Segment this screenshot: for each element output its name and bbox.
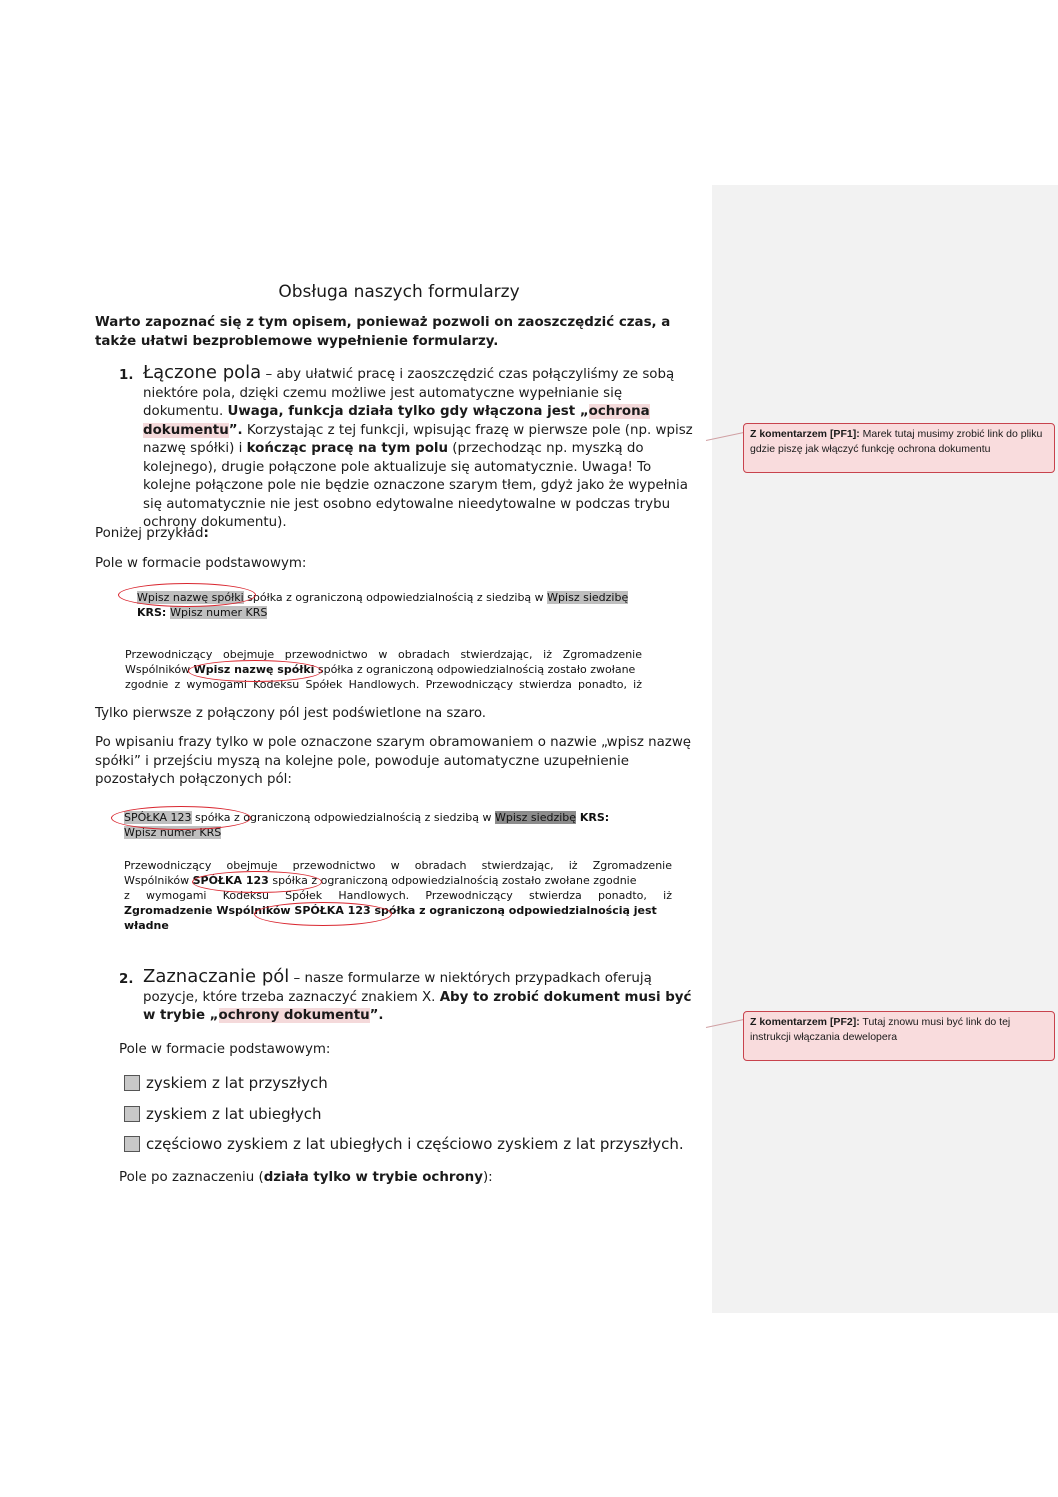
basic-format-label: Pole w formacie podstawowym: <box>95 556 307 571</box>
krs-field[interactable]: Wpisz numer KRS <box>124 826 222 839</box>
linked-company-name: SPÓŁKA 123 <box>294 904 371 917</box>
section2-number: 2. <box>119 972 134 987</box>
linked-company-name: SPÓŁKA 123 <box>192 874 269 887</box>
checkbox[interactable] <box>124 1075 140 1091</box>
checkbox-row: częściowo zyskiem z lat ubiegłych i częściowo zyskiem z lat przyszłych. <box>124 1134 684 1154</box>
checkbox-row: zyskiem z lat ubiegłych <box>124 1104 322 1124</box>
checkbox[interactable] <box>124 1136 140 1152</box>
after-check-label: Pole po zaznaczeniu (działa tylko w trybie ochrony): <box>119 1170 493 1185</box>
section1-body: Łączone pola – aby ułatwić pracę i zaoszczędzić czas połączyliśmy ze sobą niektóre pola, dzięki czemu możliwe jest automatyczne wypełnianie się dokumentu. Uwaga, funkcja działa tylko gdy włączona jest „ochrona dokumentu”. Korzystając z tej funkcji, wpisując frazę w pierwsze pole (np. wpisz nazwę spółki) i kończąc pracę na tym polu (przechodząc np. myszką do kolejnego), drugie połączone pole aktualizuje się automatycznie. Uwaga! To kolejne połączone pole nie będzie oznaczone szarym tłem, gdyż jako że wypełnia się automatycznie nie jest osobno edytowalne nieedytowalne w podczas trybu ochrony dokumentu). <box>143 362 693 530</box>
after-entry-paragraph: Po wpisaniu frazy tylko w pole oznaczone szarym obramowaniem o nazwie „wpisz nazwę spółki” i przejściu myszą na kolejne pole, powoduje automatyczne uzupełnienie pozostałych połączonych pól: <box>95 735 692 787</box>
example-snippet-1: Wpisz nazwę spółki spółka z ograniczoną odpowiedzialnością z siedzibą w Wpisz siedzibę KRS: Wpisz numer KRS <box>137 591 629 619</box>
krs-field[interactable]: Wpisz numer KRS <box>170 606 268 619</box>
linked-company-name: Wpisz nazwę spółki <box>193 663 315 676</box>
section2-body: Zaznaczanie pól – nasze formularze w niektórych przypadkach oferują pozycje, które trzeba zaznaczyć znakiem X. Aby to zrobić dokument musi być w trybie „ochrony dokumentu”. <box>143 966 692 1023</box>
company-name-field[interactable]: Wpisz nazwę spółki <box>137 591 244 604</box>
company-name-filled[interactable]: SPÓŁKA 123 <box>124 811 192 824</box>
comment-text: Marek tutaj musimy zrobić link do pliku gdzie piszę jak włączyć funkcję ochrona dokumentu <box>750 428 1043 455</box>
section1-number: 1. <box>119 368 134 383</box>
seat-field[interactable]: Wpisz siedzibę <box>495 811 577 824</box>
comment-pf1[interactable] <box>743 423 1055 473</box>
example-snippet-4: Przewodniczący obejmuje przewodnictwo w obradach stwierdzając, iż Zgromadzenie Wspólników SPÓŁKA 123 spółka z ograniczoną odpowiedzialnością zostało zwołane zgodnie z wymogami Kodeksu Spółek Handlowych. Przewodniczący stwierdza ponadto, iż Zgromadzenie Wspólników SPÓŁKA 123 spółka z ograniczoną odpowiedzialnością jest władne <box>124 859 672 932</box>
comment-margin-pane <box>712 185 1058 1313</box>
protection-highlight: ochrony dokumentu <box>218 1008 370 1023</box>
page-title: Obsługa naszych formularzy <box>278 282 520 302</box>
seat-field[interactable]: Wpisz siedzibę <box>547 591 629 604</box>
comment-pf2[interactable] <box>743 1011 1055 1061</box>
comment-text: Tutaj znowu musi być link do tej instrukcji włączania dewelopera <box>750 1016 1011 1043</box>
only-first-note: Tylko pierwsze z połączony pól jest podświetlone na szaro. <box>95 706 487 721</box>
example-label: Poniżej przykład: <box>95 526 209 541</box>
example-snippet-3: SPÓŁKA 123 spółka z ograniczoną odpowiedzialnością z siedzibą w Wpisz siedzibę KRS: Wpisz numer KRS <box>124 811 610 839</box>
intro-paragraph: Warto zapoznać się z tym opisem, ponieważ pozwoli on zaoszczędzić czas, a także ułatwi bezproblemowe wypełnienie formularzy. <box>95 315 671 349</box>
checkbox-row: zyskiem z lat przyszłych <box>124 1073 328 1093</box>
section1-heading: Łączone pola <box>143 362 262 383</box>
basic-format-label-2: Pole w formacie podstawowym: <box>119 1042 331 1057</box>
comment-label: Z komentarzem [PF1]: <box>750 428 860 440</box>
example-snippet-2: Przewodniczący obejmuje przewodnictwo w obradach stwierdzając, iż Zgromadzenie Wspólników Wpisz nazwę spółki spółka z ograniczoną odpowiedzialnością zostało zwołane zgodnie z wymogami Kodeksu Spółek Handlowych. Przewodniczący stwierdza ponadto, iż <box>125 648 642 691</box>
comment-label: Z komentarzem [PF2]: <box>750 1016 860 1028</box>
checkbox[interactable] <box>124 1106 140 1122</box>
protection-highlight: ochrona dokumentu <box>143 404 650 438</box>
section2-heading: Zaznaczanie pól <box>143 966 290 987</box>
